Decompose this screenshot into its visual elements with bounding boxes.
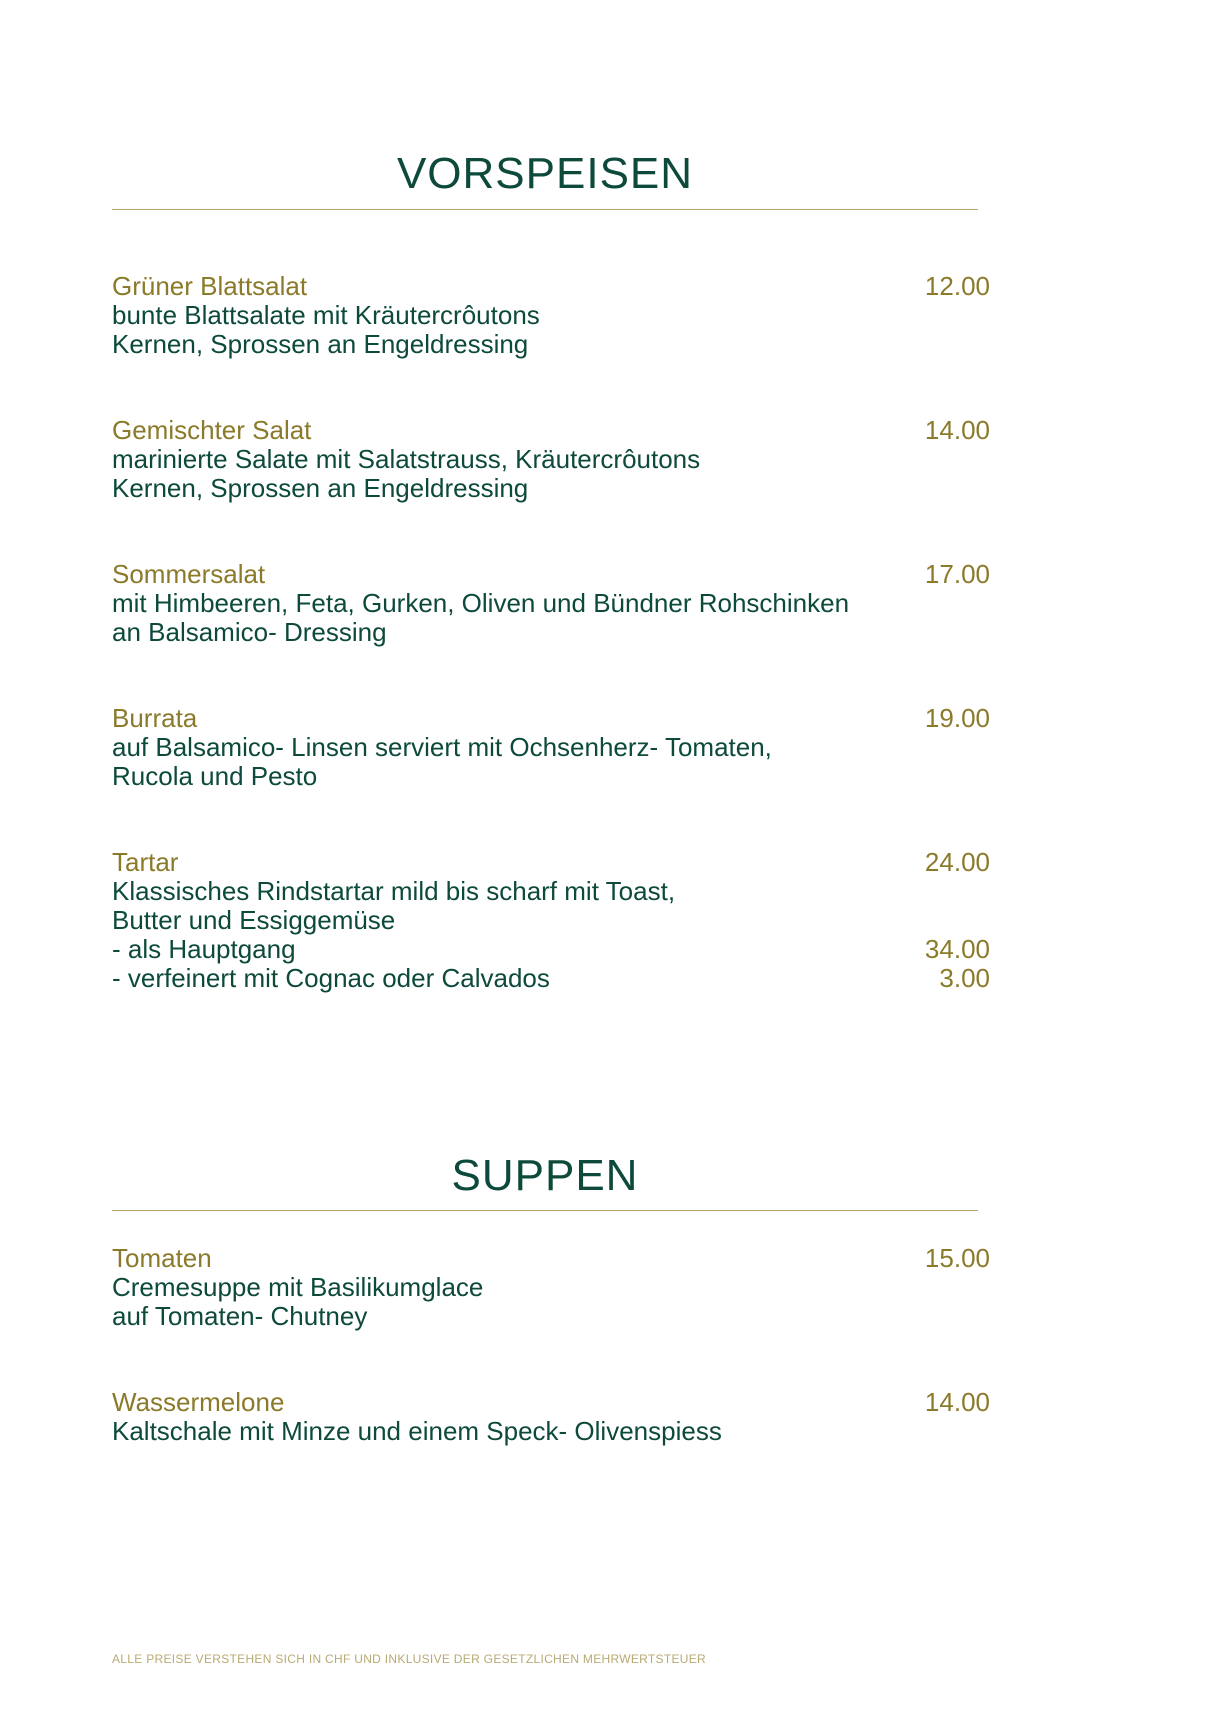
option-label: - als Hauptgang: [112, 934, 296, 964]
item-name: Gemischter Salat: [112, 415, 312, 445]
option-label: - verfeinert mit Cognac oder Calvados: [112, 963, 550, 993]
item-description: an Balsamico- Dressing: [112, 617, 387, 647]
item-price: 12.00: [924, 271, 990, 301]
item-price: 14.00: [924, 415, 990, 445]
item-price: 19.00: [924, 703, 990, 733]
item-name: Grüner Blattsalat: [112, 271, 308, 301]
price-disclaimer: ALLE PREISE VERSTEHEN SICH IN CHF UND INKLUSIVE DER GESETZLICHEN MEHRWERTSTEUER: [112, 1652, 707, 1666]
item-description: Cremesuppe mit Basilikumglace: [112, 1272, 484, 1302]
item-price: 14.00: [924, 1387, 990, 1417]
item-name: Tartar: [112, 847, 179, 877]
section-title-suppen: SUPPEN: [451, 1151, 639, 1200]
item-description: Rucola und Pesto: [112, 761, 318, 791]
item-description: Klassisches Rindstartar mild bis scharf mit Toast,: [112, 876, 676, 906]
menu-item: [112, 1388, 990, 1446]
item-description: auf Balsamico- Linsen serviert mit Ochsenherz- Tomaten,: [112, 732, 772, 762]
menu-item: [112, 560, 990, 647]
item-name: Wassermelone: [112, 1387, 285, 1417]
option-price: 3.00: [939, 963, 990, 993]
item-price: 24.00: [924, 847, 990, 877]
item-description: auf Tomaten- Chutney: [112, 1301, 368, 1331]
item-description: Kaltschale mit Minze und einem Speck- Olivenspiess: [112, 1416, 722, 1446]
menu-item: [112, 1244, 990, 1331]
item-name: Sommersalat: [112, 559, 266, 589]
menu-item: [112, 272, 990, 359]
item-name: Burrata: [112, 703, 198, 733]
item-option: [112, 964, 990, 993]
item-description: Kernen, Sprossen an Engeldressing: [112, 329, 529, 359]
option-price: 34.00: [924, 934, 990, 964]
section-title-vorspeisen: VORSPEISEN: [396, 149, 694, 198]
menu-item: [112, 416, 990, 503]
item-description: bunte Blattsalate mit Kräutercrôutons: [112, 300, 540, 330]
item-description: Kernen, Sprossen an Engeldressing: [112, 473, 529, 503]
item-price: 17.00: [924, 559, 990, 589]
item-price: 15.00: [924, 1243, 990, 1273]
section-divider: [112, 1210, 978, 1211]
item-description: mit Himbeeren, Feta, Gurken, Oliven und Bündner Rohschinken: [112, 588, 850, 618]
item-name: Tomaten: [112, 1243, 212, 1273]
item-option: [112, 935, 990, 964]
menu-item: [112, 704, 990, 791]
item-description: marinierte Salate mit Salatstrauss, Kräutercrôutons: [112, 444, 701, 474]
menu-item: [112, 848, 990, 993]
item-description: Butter und Essiggemüse: [112, 905, 396, 935]
section-divider: [112, 209, 978, 210]
